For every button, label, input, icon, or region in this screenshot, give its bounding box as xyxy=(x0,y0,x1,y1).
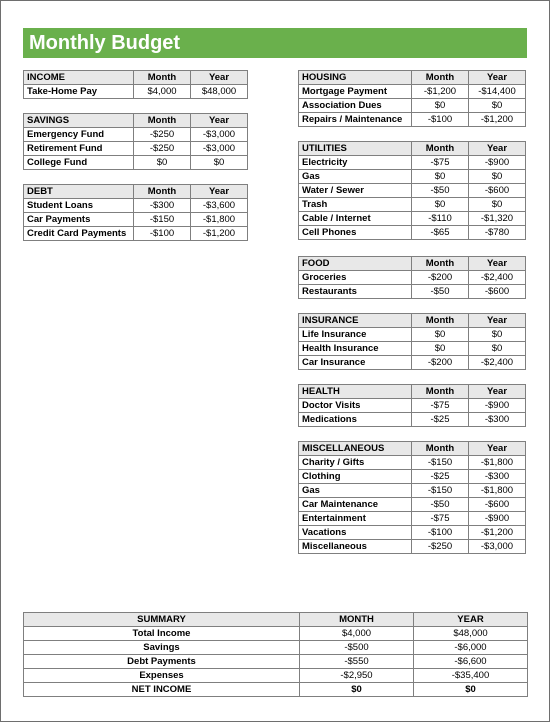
year-value: -$600 xyxy=(469,184,526,198)
year-value: $0 xyxy=(469,328,526,342)
table-header-row xyxy=(299,385,526,399)
year-value: -$780 xyxy=(469,226,526,240)
month-column-header: Month xyxy=(134,185,191,199)
year-value: -$1,320 xyxy=(469,212,526,226)
year-value: -$3,000 xyxy=(191,128,248,142)
row-label: Cell Phones xyxy=(299,226,412,240)
year-value: $0 xyxy=(469,170,526,184)
row-label: Health Insurance xyxy=(299,342,412,356)
year-value: -$1,800 xyxy=(191,213,248,227)
table-header-row xyxy=(24,71,248,85)
year-value: -$2,400 xyxy=(469,356,526,370)
row-label: Doctor Visits xyxy=(299,399,412,413)
month-value: $0 xyxy=(412,342,469,356)
month-value: $4,000 xyxy=(300,627,414,641)
month-column-header: MONTH xyxy=(300,613,414,627)
month-value: $0 xyxy=(412,99,469,113)
row-label: Cable / Internet xyxy=(299,212,412,226)
month-value: -$75 xyxy=(412,156,469,170)
year-value: -$300 xyxy=(469,470,526,484)
net-income-year: $0 xyxy=(414,683,528,697)
section-title: UTILITIES xyxy=(299,142,412,156)
month-value: -$50 xyxy=(412,498,469,512)
table-row xyxy=(299,156,526,170)
table-row xyxy=(24,156,248,170)
row-label: Emergency Fund xyxy=(24,128,134,142)
table-row xyxy=(24,199,248,213)
month-value: -$65 xyxy=(412,226,469,240)
row-label: Restaurants xyxy=(299,285,412,299)
table-row xyxy=(24,128,248,142)
year-column-header: Year xyxy=(469,442,526,456)
table-header-row xyxy=(299,142,526,156)
month-value: -$1,200 xyxy=(412,85,469,99)
month-value: -$500 xyxy=(300,641,414,655)
row-label: Groceries xyxy=(299,271,412,285)
month-value: -$200 xyxy=(412,356,469,370)
insurance-table xyxy=(298,313,526,370)
year-column-header: Year xyxy=(191,71,248,85)
month-value: -$150 xyxy=(412,456,469,470)
year-value: -$1,200 xyxy=(191,227,248,241)
month-value: -$25 xyxy=(412,413,469,427)
year-value: -$1,800 xyxy=(469,484,526,498)
year-value: -$2,400 xyxy=(469,271,526,285)
month-value: -$25 xyxy=(412,470,469,484)
section-title: DEBT xyxy=(24,185,134,199)
month-value: -$75 xyxy=(412,512,469,526)
month-value: -$250 xyxy=(134,142,191,156)
month-column-header: Month xyxy=(134,114,191,128)
month-value: -$75 xyxy=(412,399,469,413)
debt-table xyxy=(23,184,248,241)
row-label: Charity / Gifts xyxy=(299,456,412,470)
month-column-header: Month xyxy=(412,142,469,156)
summary-row xyxy=(24,669,528,683)
year-value: -$3,600 xyxy=(191,199,248,213)
year-value: -$3,000 xyxy=(191,142,248,156)
row-label: Medications xyxy=(299,413,412,427)
summary-title: SUMMARY xyxy=(24,613,300,627)
table-row xyxy=(299,342,526,356)
year-column-header: Year xyxy=(191,185,248,199)
table-row xyxy=(24,85,248,99)
section-title: HOUSING xyxy=(299,71,412,85)
row-label: Repairs / Maintenance xyxy=(299,113,412,127)
month-value: -$100 xyxy=(412,526,469,540)
month-column-header: Month xyxy=(412,442,469,456)
section-title: INCOME xyxy=(24,71,134,85)
month-value: -$150 xyxy=(412,484,469,498)
year-value: -$6,600 xyxy=(414,655,528,669)
month-value: -$150 xyxy=(134,213,191,227)
utilities-table xyxy=(298,141,526,240)
table-row xyxy=(299,85,526,99)
table-row xyxy=(299,328,526,342)
row-label: Car Insurance xyxy=(299,356,412,370)
table-row xyxy=(299,356,526,370)
month-value: -$50 xyxy=(412,184,469,198)
month-value: $0 xyxy=(412,198,469,212)
savings-table xyxy=(23,113,248,170)
month-column-header: Month xyxy=(412,385,469,399)
summary-label: Debt Payments xyxy=(24,655,300,669)
table-row xyxy=(299,456,526,470)
page-title: Monthly Budget xyxy=(23,28,527,58)
year-value: $0 xyxy=(469,99,526,113)
row-label: Student Loans xyxy=(24,199,134,213)
table-row xyxy=(299,512,526,526)
table-header-row xyxy=(299,257,526,271)
row-label: Credit Card Payments xyxy=(24,227,134,241)
year-value: -$600 xyxy=(469,285,526,299)
section-title: MISCELLANEOUS xyxy=(299,442,412,456)
year-value: -$900 xyxy=(469,512,526,526)
miscellaneous-table xyxy=(298,441,526,554)
month-value: $0 xyxy=(134,156,191,170)
year-value: -$6,000 xyxy=(414,641,528,655)
year-column-header: Year xyxy=(469,71,526,85)
table-row xyxy=(24,213,248,227)
year-value: $0 xyxy=(469,342,526,356)
row-label: Water / Sewer xyxy=(299,184,412,198)
year-value: $0 xyxy=(469,198,526,212)
year-value: $48,000 xyxy=(414,627,528,641)
table-row xyxy=(299,113,526,127)
table-row xyxy=(299,498,526,512)
section-title: INSURANCE xyxy=(299,314,412,328)
table-row xyxy=(24,142,248,156)
summary-header-row xyxy=(24,613,528,627)
year-column-header: Year xyxy=(191,114,248,128)
row-label: Trash xyxy=(299,198,412,212)
table-row xyxy=(299,540,526,554)
summary-label: Total Income xyxy=(24,627,300,641)
table-row xyxy=(299,212,526,226)
month-value: $4,000 xyxy=(134,85,191,99)
month-value: -$100 xyxy=(134,227,191,241)
month-value: -$250 xyxy=(134,128,191,142)
month-value: -$300 xyxy=(134,199,191,213)
health-table xyxy=(298,384,526,427)
year-value: -$300 xyxy=(469,413,526,427)
year-value: -$600 xyxy=(469,498,526,512)
month-value: -$110 xyxy=(412,212,469,226)
year-column-header: Year xyxy=(469,314,526,328)
summary-label: Expenses xyxy=(24,669,300,683)
table-header-row xyxy=(299,314,526,328)
month-value: -$2,950 xyxy=(300,669,414,683)
net-income-label: NET INCOME xyxy=(24,683,300,697)
year-column-header: Year xyxy=(469,385,526,399)
year-value: $0 xyxy=(191,156,248,170)
table-header-row xyxy=(24,185,248,199)
housing-table xyxy=(298,70,526,127)
year-column-header: Year xyxy=(469,142,526,156)
table-header-row xyxy=(299,71,526,85)
month-value: $0 xyxy=(412,170,469,184)
row-label: Association Dues xyxy=(299,99,412,113)
row-label: Vacations xyxy=(299,526,412,540)
section-title: SAVINGS xyxy=(24,114,134,128)
month-value: -$200 xyxy=(412,271,469,285)
summary-label: Savings xyxy=(24,641,300,655)
row-label: Retirement Fund xyxy=(24,142,134,156)
table-row xyxy=(299,484,526,498)
row-label: Clothing xyxy=(299,470,412,484)
section-title: HEALTH xyxy=(299,385,412,399)
month-value: -$550 xyxy=(300,655,414,669)
row-label: Car Payments xyxy=(24,213,134,227)
month-value: -$250 xyxy=(412,540,469,554)
year-value: -$1,200 xyxy=(469,526,526,540)
month-column-header: Month xyxy=(134,71,191,85)
year-value: -$900 xyxy=(469,399,526,413)
row-label: College Fund xyxy=(24,156,134,170)
row-label: Life Insurance xyxy=(299,328,412,342)
row-label: Mortgage Payment xyxy=(299,85,412,99)
table-row xyxy=(299,184,526,198)
year-value: -$35,400 xyxy=(414,669,528,683)
net-income-row xyxy=(24,683,528,697)
table-row xyxy=(299,99,526,113)
month-value: -$100 xyxy=(412,113,469,127)
row-label: Entertainment xyxy=(299,512,412,526)
month-value: $0 xyxy=(412,328,469,342)
year-column-header: Year xyxy=(469,257,526,271)
table-header-row xyxy=(24,114,248,128)
summary-row xyxy=(24,627,528,641)
month-column-header: Month xyxy=(412,71,469,85)
summary-row xyxy=(24,655,528,669)
row-label: Gas xyxy=(299,484,412,498)
summary-table xyxy=(23,612,528,697)
table-row xyxy=(299,285,526,299)
table-row xyxy=(299,399,526,413)
food-table xyxy=(298,256,526,299)
table-row xyxy=(299,413,526,427)
net-income-month: $0 xyxy=(300,683,414,697)
table-row xyxy=(299,226,526,240)
table-row xyxy=(24,227,248,241)
year-column-header: YEAR xyxy=(414,613,528,627)
income-table xyxy=(23,70,248,99)
row-label: Electricity xyxy=(299,156,412,170)
month-value: -$50 xyxy=(412,285,469,299)
month-column-header: Month xyxy=(412,314,469,328)
row-label: Take-Home Pay xyxy=(24,85,134,99)
table-row xyxy=(299,470,526,484)
summary-row xyxy=(24,641,528,655)
table-row xyxy=(299,271,526,285)
year-value: -$1,200 xyxy=(469,113,526,127)
year-value: -$1,800 xyxy=(469,456,526,470)
year-value: -$14,400 xyxy=(469,85,526,99)
table-row xyxy=(299,198,526,212)
year-value: $48,000 xyxy=(191,85,248,99)
year-value: -$900 xyxy=(469,156,526,170)
month-column-header: Month xyxy=(412,257,469,271)
row-label: Miscellaneous xyxy=(299,540,412,554)
section-title: FOOD xyxy=(299,257,412,271)
row-label: Gas xyxy=(299,170,412,184)
table-header-row xyxy=(299,442,526,456)
table-row xyxy=(299,170,526,184)
year-value: -$3,000 xyxy=(469,540,526,554)
table-row xyxy=(299,526,526,540)
row-label: Car Maintenance xyxy=(299,498,412,512)
